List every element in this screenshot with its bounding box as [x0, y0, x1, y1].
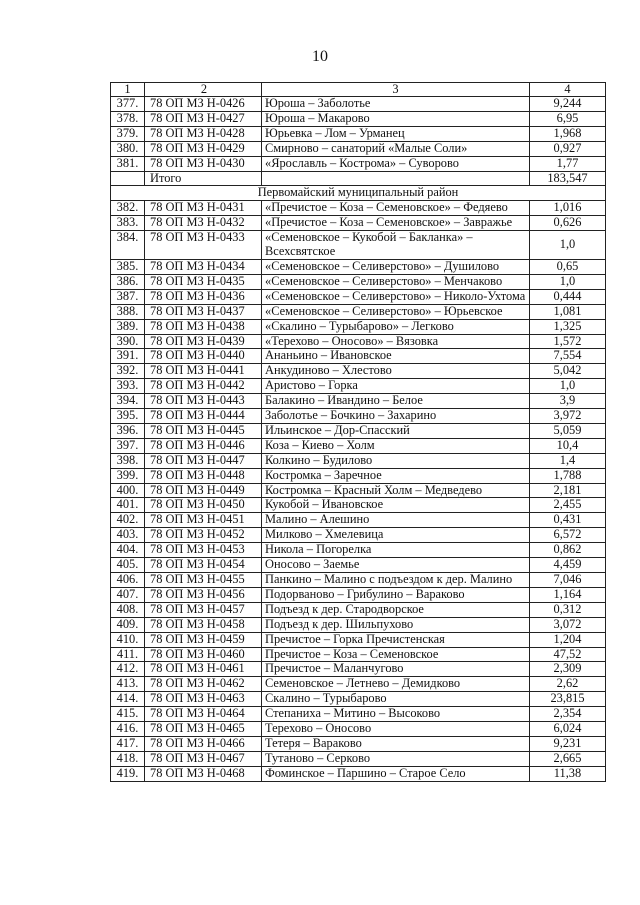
road-name: Милково – Хмелевица [262, 528, 530, 543]
row-number: 392. [111, 364, 145, 379]
page-number: 10 [312, 48, 328, 65]
row-number: 378. [111, 111, 145, 126]
road-code: 78 ОП МЗ Н-0428 [145, 126, 262, 141]
road-length: 1,0 [530, 231, 606, 260]
road-name: Ильинское – Дор-Спасский [262, 423, 530, 438]
road-code: 78 ОП МЗ Н-0432 [145, 216, 262, 231]
column-header-3: 3 [262, 83, 530, 97]
table-row [111, 528, 606, 543]
road-length: 7,554 [530, 349, 606, 364]
table-row [111, 766, 606, 781]
table-row [111, 126, 606, 141]
road-code: 78 ОП МЗ Н-0427 [145, 111, 262, 126]
road-length: 3,972 [530, 409, 606, 424]
row-number: 417. [111, 736, 145, 751]
road-length: 2,354 [530, 707, 606, 722]
road-code: 78 ОП МЗ Н-0436 [145, 289, 262, 304]
table-row [111, 334, 606, 349]
table-row [111, 483, 606, 498]
road-name: Анкудиново – Хлестово [262, 364, 530, 379]
road-code: 78 ОП МЗ Н-0444 [145, 409, 262, 424]
road-length: 6,95 [530, 111, 606, 126]
road-code: 78 ОП МЗ Н-0442 [145, 379, 262, 394]
road-code: 78 ОП МЗ Н-0445 [145, 423, 262, 438]
table-row [111, 453, 606, 468]
row-number: 382. [111, 201, 145, 216]
road-length: 2,62 [530, 677, 606, 692]
road-name: Подорваново – Грибулино – Вараково [262, 587, 530, 602]
road-code: 78 ОП МЗ Н-0465 [145, 722, 262, 737]
row-number: 413. [111, 677, 145, 692]
road-code: 78 ОП МЗ Н-0466 [145, 736, 262, 751]
road-length: 1,572 [530, 334, 606, 349]
row-number: 394. [111, 394, 145, 409]
road-length: 1,788 [530, 468, 606, 483]
road-code: 78 ОП МЗ Н-0433 [145, 231, 262, 260]
road-code: 78 ОП МЗ Н-0446 [145, 438, 262, 453]
table-row [111, 468, 606, 483]
road-length: 1,0 [530, 274, 606, 289]
road-length: 0,65 [530, 259, 606, 274]
road-name: «Семеновское – Селиверстово» – Душилово [262, 259, 530, 274]
road-code: 78 ОП МЗ Н-0461 [145, 662, 262, 677]
road-length: 9,244 [530, 97, 606, 112]
road-name: «Пречистое – Коза – Семеновское» – Завражье [262, 216, 530, 231]
table-row [111, 736, 606, 751]
road-code: 78 ОП МЗ Н-0462 [145, 677, 262, 692]
road-name: «Семеновское – Селиверстово» – Николо-Ухтома [262, 289, 530, 304]
row-number: 414. [111, 692, 145, 707]
road-name: Оносово – Заемье [262, 558, 530, 573]
road-name: Скалино – Турыбарово [262, 692, 530, 707]
road-name: Никола – Погорелка [262, 543, 530, 558]
road-code: 78 ОП МЗ Н-0440 [145, 349, 262, 364]
road-length: 1,016 [530, 201, 606, 216]
row-number: 395. [111, 409, 145, 424]
road-length: 1,081 [530, 304, 606, 319]
road-code: 78 ОП МЗ Н-0463 [145, 692, 262, 707]
road-length: 1,0 [530, 379, 606, 394]
row-number: 408. [111, 602, 145, 617]
road-length: 7,046 [530, 573, 606, 588]
row-number: 396. [111, 423, 145, 438]
row-number: 379. [111, 126, 145, 141]
road-name: Степаниха – Митино – Высоково [262, 707, 530, 722]
table-row [111, 304, 606, 319]
road-code: 78 ОП МЗ Н-0464 [145, 707, 262, 722]
row-number: 407. [111, 587, 145, 602]
row-number: 389. [111, 319, 145, 334]
table-row [111, 543, 606, 558]
table-row [111, 692, 606, 707]
road-code: 78 ОП МЗ Н-0431 [145, 201, 262, 216]
road-length: 2,665 [530, 751, 606, 766]
table-row [111, 111, 606, 126]
road-name: «Семеновское – Селиверстово» – Менчаково [262, 274, 530, 289]
road-length: 1,968 [530, 126, 606, 141]
road-code: 78 ОП МЗ Н-0453 [145, 543, 262, 558]
road-code: 78 ОП МЗ Н-0449 [145, 483, 262, 498]
road-name: Ананьино – Ивановское [262, 349, 530, 364]
road-code: 78 ОП МЗ Н-0438 [145, 319, 262, 334]
road-list-table [110, 82, 606, 782]
row-number: 406. [111, 573, 145, 588]
row-number: 402. [111, 513, 145, 528]
table-row [111, 573, 606, 588]
table-row [111, 201, 606, 216]
road-code: 78 ОП МЗ Н-0456 [145, 587, 262, 602]
row-number: 400. [111, 483, 145, 498]
table-row [111, 259, 606, 274]
table-row [111, 97, 606, 112]
road-length: 4,459 [530, 558, 606, 573]
road-length: 5,042 [530, 364, 606, 379]
road-code: 78 ОП МЗ Н-0451 [145, 513, 262, 528]
row-number: 403. [111, 528, 145, 543]
table-row [111, 409, 606, 424]
row-number: 401. [111, 498, 145, 513]
road-code: 78 ОП МЗ Н-0452 [145, 528, 262, 543]
road-name: Смирново – санаторий «Малые Соли» [262, 141, 530, 156]
road-name: Тетеря – Вараково [262, 736, 530, 751]
road-name: «Терехово – Оносово» – Вязовка [262, 334, 530, 349]
road-length: 6,024 [530, 722, 606, 737]
road-code: 78 ОП МЗ Н-0434 [145, 259, 262, 274]
table-row [111, 662, 606, 677]
table-row [111, 379, 606, 394]
road-length: 9,231 [530, 736, 606, 751]
table-row [111, 319, 606, 334]
road-code: 78 ОП МЗ Н-0458 [145, 617, 262, 632]
row-number: 419. [111, 766, 145, 781]
table-row [111, 677, 606, 692]
road-length: 1,77 [530, 156, 606, 171]
column-header-2: 2 [145, 83, 262, 97]
road-length: 5,059 [530, 423, 606, 438]
road-name: «Ярославль – Кострома» – Суворово [262, 156, 530, 171]
road-length: 0,927 [530, 141, 606, 156]
road-length: 0,444 [530, 289, 606, 304]
road-name: Пречистое – Маланчугово [262, 662, 530, 677]
row-number: 390. [111, 334, 145, 349]
table-row [111, 274, 606, 289]
total-value: 183,547 [530, 171, 606, 186]
road-code: 78 ОП МЗ Н-0441 [145, 364, 262, 379]
road-length: 47,52 [530, 647, 606, 662]
table-row [111, 707, 606, 722]
road-name: Тутаново – Серково [262, 751, 530, 766]
road-name: «Скалино – Турыбарово» – Легково [262, 319, 530, 334]
table-row [111, 156, 606, 171]
row-number: 388. [111, 304, 145, 319]
row-number: 393. [111, 379, 145, 394]
table-row [111, 647, 606, 662]
road-code: 78 ОП МЗ Н-0460 [145, 647, 262, 662]
road-name: Балакино – Ивандино – Белое [262, 394, 530, 409]
table-header-row [111, 83, 606, 97]
road-name: Семеновское – Летнево – Демидково [262, 677, 530, 692]
road-name: «Пречистое – Коза – Семеновское» – Федяево [262, 201, 530, 216]
road-name: Подъезд к дер. Шильпухово [262, 617, 530, 632]
section-title: Первомайский муниципальный район [111, 186, 606, 201]
road-code: 78 ОП МЗ Н-0454 [145, 558, 262, 573]
road-length: 6,572 [530, 528, 606, 543]
road-length: 11,38 [530, 766, 606, 781]
table-row [111, 141, 606, 156]
road-length: 1,164 [530, 587, 606, 602]
row-number: 412. [111, 662, 145, 677]
road-code: 78 ОП МЗ Н-0435 [145, 274, 262, 289]
road-name: Юрьевка – Лом – Урманец [262, 126, 530, 141]
road-code: 78 ОП МЗ Н-0447 [145, 453, 262, 468]
road-length: 1,4 [530, 453, 606, 468]
road-name: «Семеновское – Кукобой – Бакланка» – Всехсвятское [262, 231, 530, 260]
column-header-1: 1 [111, 83, 145, 97]
road-length: 3,9 [530, 394, 606, 409]
road-length: 1,204 [530, 632, 606, 647]
road-code: 78 ОП МЗ Н-0437 [145, 304, 262, 319]
row-number: 409. [111, 617, 145, 632]
road-length: 2,309 [530, 662, 606, 677]
table-row [111, 349, 606, 364]
road-code: 78 ОП МЗ Н-0430 [145, 156, 262, 171]
road-code: 78 ОП МЗ Н-0426 [145, 97, 262, 112]
road-name: Фоминское – Паршино – Старое Село [262, 766, 530, 781]
road-length: 0,862 [530, 543, 606, 558]
road-name: Подъезд к дер. Стародворское [262, 602, 530, 617]
table-row [111, 751, 606, 766]
table-row [111, 587, 606, 602]
road-code: 78 ОП МЗ Н-0443 [145, 394, 262, 409]
table-row [111, 513, 606, 528]
road-name: Кукобой – Ивановское [262, 498, 530, 513]
road-name: Пречистое – Горка Пречистенская [262, 632, 530, 647]
row-number: 410. [111, 632, 145, 647]
row-number: 377. [111, 97, 145, 112]
road-length: 3,072 [530, 617, 606, 632]
row-number: 380. [111, 141, 145, 156]
road-name: Костромка – Красный Холм – Медведево [262, 483, 530, 498]
table-row [111, 632, 606, 647]
row-number: 399. [111, 468, 145, 483]
road-length: 23,815 [530, 692, 606, 707]
table-row [111, 394, 606, 409]
table-row [111, 722, 606, 737]
row-number: 404. [111, 543, 145, 558]
road-name: Заболотье – Бочкино – Захарино [262, 409, 530, 424]
table-row [111, 438, 606, 453]
column-header-4: 4 [530, 83, 606, 97]
road-name: Пречистое – Коза – Семеновское [262, 647, 530, 662]
road-name: Юроша – Заболотье [262, 97, 530, 112]
table-row [111, 364, 606, 379]
road-name: Малино – Алешино [262, 513, 530, 528]
road-name: Юроша – Макарово [262, 111, 530, 126]
road-code: 78 ОП МЗ Н-0468 [145, 766, 262, 781]
row-number: 385. [111, 259, 145, 274]
road-code: 78 ОП МЗ Н-0455 [145, 573, 262, 588]
table-row [111, 558, 606, 573]
road-name: Коза – Киево – Холм [262, 438, 530, 453]
table-row [111, 498, 606, 513]
row-number: 411. [111, 647, 145, 662]
table-row [111, 231, 606, 260]
road-code: 78 ОП МЗ Н-0457 [145, 602, 262, 617]
row-number: 381. [111, 156, 145, 171]
table-row [111, 617, 606, 632]
road-name: Аристово – Горка [262, 379, 530, 394]
road-name: «Семеновское – Селиверстово» – Юрьевское [262, 304, 530, 319]
road-name: Колкино – Будилово [262, 453, 530, 468]
row-number: 384. [111, 231, 145, 260]
row-number: 415. [111, 707, 145, 722]
total-row [111, 171, 606, 186]
row-number: 405. [111, 558, 145, 573]
row-number: 397. [111, 438, 145, 453]
road-name: Костромка – Заречное [262, 468, 530, 483]
road-name: Терехово – Оносово [262, 722, 530, 737]
road-code: 78 ОП МЗ Н-0429 [145, 141, 262, 156]
road-code: 78 ОП МЗ Н-0467 [145, 751, 262, 766]
table-row [111, 216, 606, 231]
row-number: 391. [111, 349, 145, 364]
row-number: 418. [111, 751, 145, 766]
row-number: 383. [111, 216, 145, 231]
row-number: 416. [111, 722, 145, 737]
road-code: 78 ОП МЗ Н-0439 [145, 334, 262, 349]
road-length: 10,4 [530, 438, 606, 453]
road-code: 78 ОП МЗ Н-0448 [145, 468, 262, 483]
road-code: 78 ОП МЗ Н-0450 [145, 498, 262, 513]
road-length: 2,181 [530, 483, 606, 498]
road-length: 0,626 [530, 216, 606, 231]
road-length: 2,455 [530, 498, 606, 513]
row-number: 387. [111, 289, 145, 304]
table-row [111, 289, 606, 304]
road-length: 0,431 [530, 513, 606, 528]
section-header-row [111, 186, 606, 201]
road-code: 78 ОП МЗ Н-0459 [145, 632, 262, 647]
road-name: Панкино – Малино с подъездом к дер. Малино [262, 573, 530, 588]
row-number: 398. [111, 453, 145, 468]
total-label: Итого [145, 171, 262, 186]
table-row [111, 423, 606, 438]
table-row [111, 602, 606, 617]
road-length: 1,325 [530, 319, 606, 334]
row-number: 386. [111, 274, 145, 289]
road-length: 0,312 [530, 602, 606, 617]
